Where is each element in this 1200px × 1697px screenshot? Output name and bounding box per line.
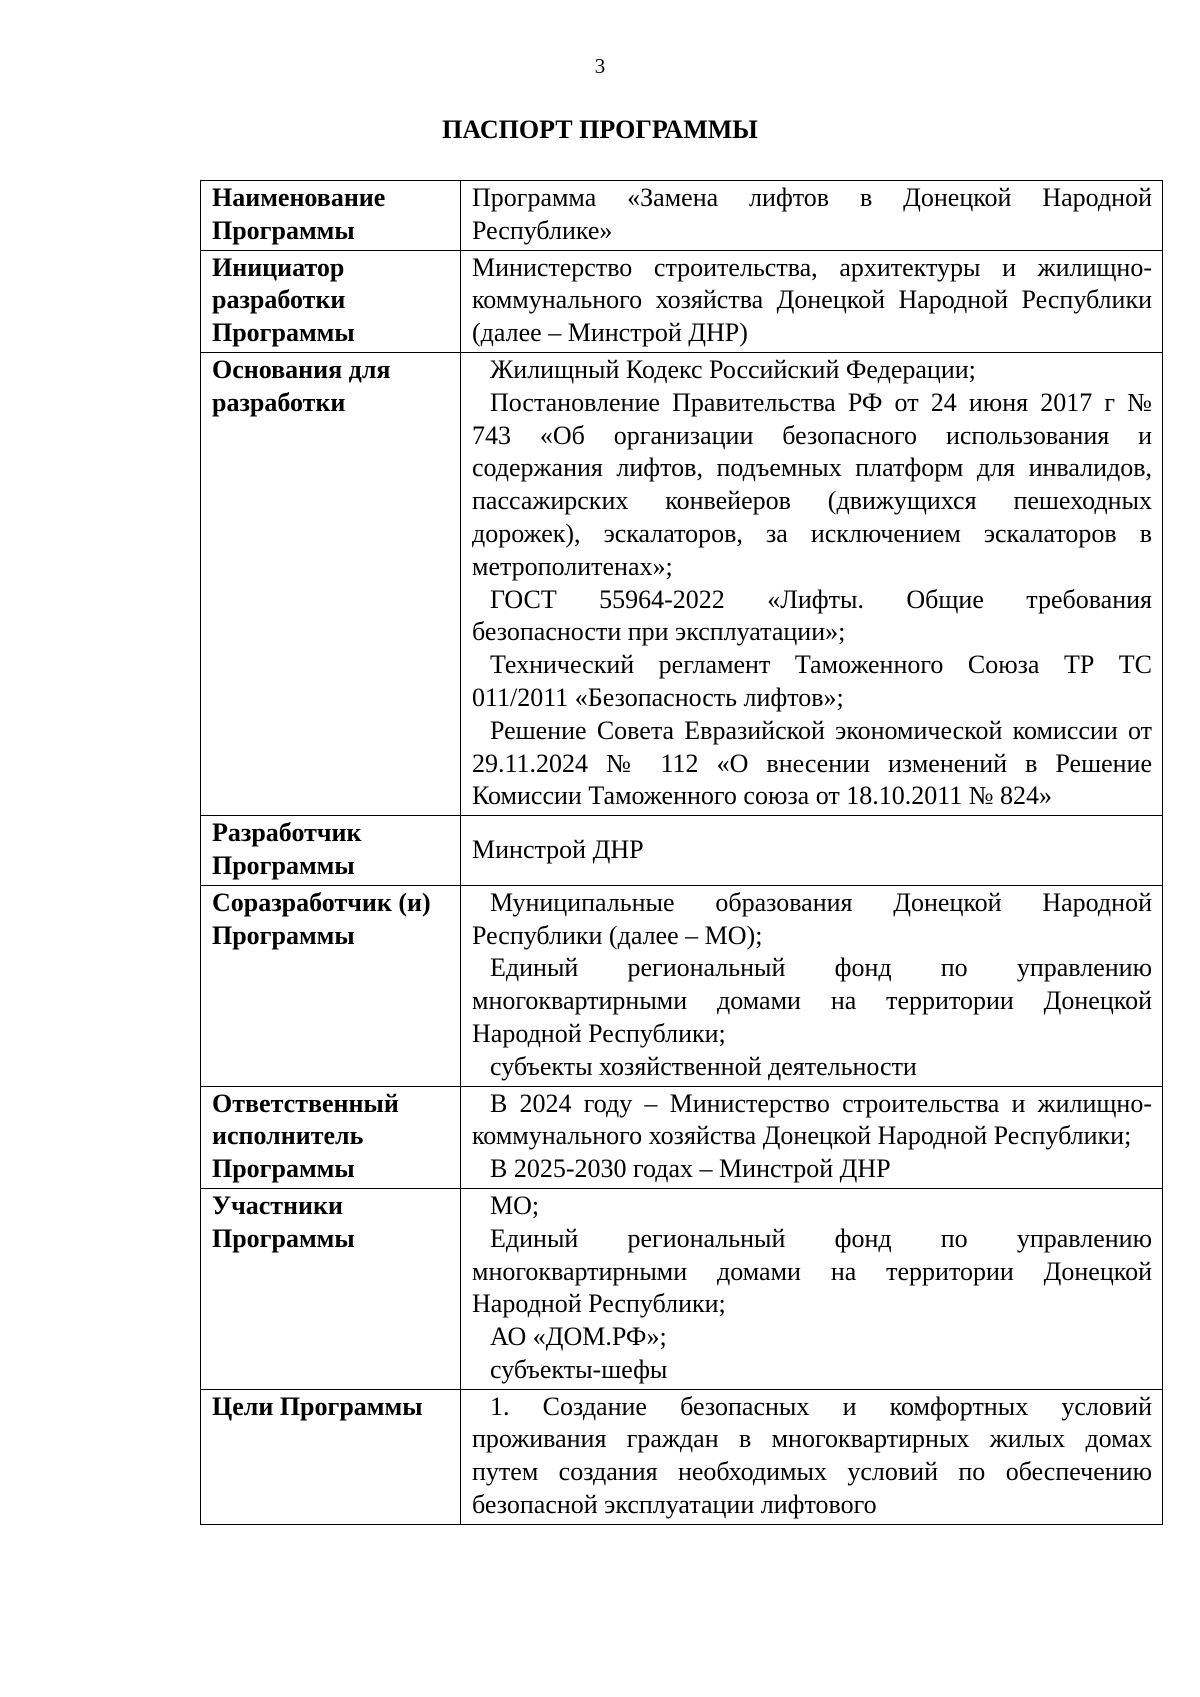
row-label: Основания для разработки bbox=[201, 352, 461, 815]
value-paragraph: Программа «Замена лифтов в Донецкой Народной Республике» bbox=[472, 183, 1152, 245]
value-paragraph: Единый региональный фонд по управлению многоквартирными домами на территории Донецкой Народной Республики; bbox=[472, 1223, 1152, 1319]
row-label: Цели Программы bbox=[201, 1389, 461, 1524]
row-label: Ответственный исполнитель Программы bbox=[201, 1086, 461, 1188]
table-row bbox=[201, 1188, 1163, 1389]
row-value bbox=[461, 816, 1163, 886]
value-paragraph: Решение Совета Евразийской экономической комиссии от 29.11.2024 № 112 «О внесении изменений в Решение Комиссии Таможенного союза от 18.10.2011 № 824» bbox=[472, 715, 1152, 811]
value-paragraph: Жилищный Кодекс Российский Федерации; bbox=[490, 354, 976, 384]
value-paragraph: Минстрой ДНР bbox=[472, 834, 644, 864]
table-row bbox=[201, 816, 1163, 886]
table-row bbox=[201, 352, 1163, 815]
table-row bbox=[201, 181, 1163, 251]
table-row bbox=[201, 1086, 1163, 1188]
table-row bbox=[201, 250, 1163, 352]
row-label: Инициатор разработки Программы bbox=[201, 250, 461, 352]
passport-table bbox=[200, 180, 1163, 1525]
table-row bbox=[201, 1389, 1163, 1524]
page-title: ПАСПОРТ ПРОГРАММЫ bbox=[442, 115, 758, 144]
value-paragraph: Муниципальные образования Донецкой Народной Республики (далее – МО); bbox=[472, 887, 1152, 950]
value-paragraph: АО «ДОМ.РФ»; bbox=[490, 1322, 667, 1352]
row-label: Разработчик Программы bbox=[201, 816, 461, 886]
value-paragraph: В 2025-2030 годах – Минстрой ДНР bbox=[490, 1154, 891, 1184]
row-value bbox=[461, 1188, 1163, 1389]
row-label: Соразработчик (и) Программы bbox=[201, 885, 461, 1086]
value-paragraph: Министерство строительства, архитектуры и жилищно-коммунального хозяйства Донецкой Народной Республики (далее – Минстрой ДНР) bbox=[472, 252, 1152, 348]
value-paragraph: Единый региональный фонд по управлению многоквартирными домами на территории Донецкой Народной Республики; bbox=[472, 953, 1152, 1048]
row-value bbox=[461, 1086, 1163, 1188]
value-paragraph: МО; bbox=[490, 1190, 540, 1220]
value-paragraph: ГОСТ 55964-2022 «Лифты. Общие требования безопасности при эксплуатации»; bbox=[472, 584, 1152, 647]
value-paragraph: В 2024 году – Министерство строительства и жилищно-коммунального хозяйства Донецкой Народной Республики; bbox=[472, 1088, 1152, 1151]
row-value bbox=[461, 181, 1163, 251]
row-value bbox=[461, 885, 1163, 1086]
page-number: 3 bbox=[594, 54, 606, 78]
row-value bbox=[461, 250, 1163, 352]
value-paragraph: субъекты-шефы bbox=[490, 1354, 668, 1384]
value-paragraph: Технический регламент Таможенного Союза ТР ТС 011/2011 «Безопасность лифтов»; bbox=[472, 650, 1152, 712]
row-value bbox=[461, 1389, 1163, 1524]
value-paragraph: Постановление Правительства РФ от 24 июня 2017 г № 743 «Об организации безопасного использования и содержания лифтов, подъемных платформ для инвалидов, пассажирских конвейеров (движущихся пешеходных дорожек), эскалаторов, за исключением эскалаторов в метрополитенах»; bbox=[472, 387, 1152, 581]
row-label: Наименование Программы bbox=[201, 181, 461, 251]
table-row bbox=[201, 885, 1163, 1086]
value-paragraph: 1. Создание безопасных и комфортных условий проживания граждан в многоквартирных жилых домах путем создания необходимых условий по обеспечению безопасной эксплуатации лифтового bbox=[472, 1391, 1152, 1520]
row-value bbox=[461, 352, 1163, 815]
row-label: Участники Программы bbox=[201, 1188, 461, 1389]
value-paragraph: субъекты хозяйственной деятельности bbox=[490, 1051, 917, 1081]
